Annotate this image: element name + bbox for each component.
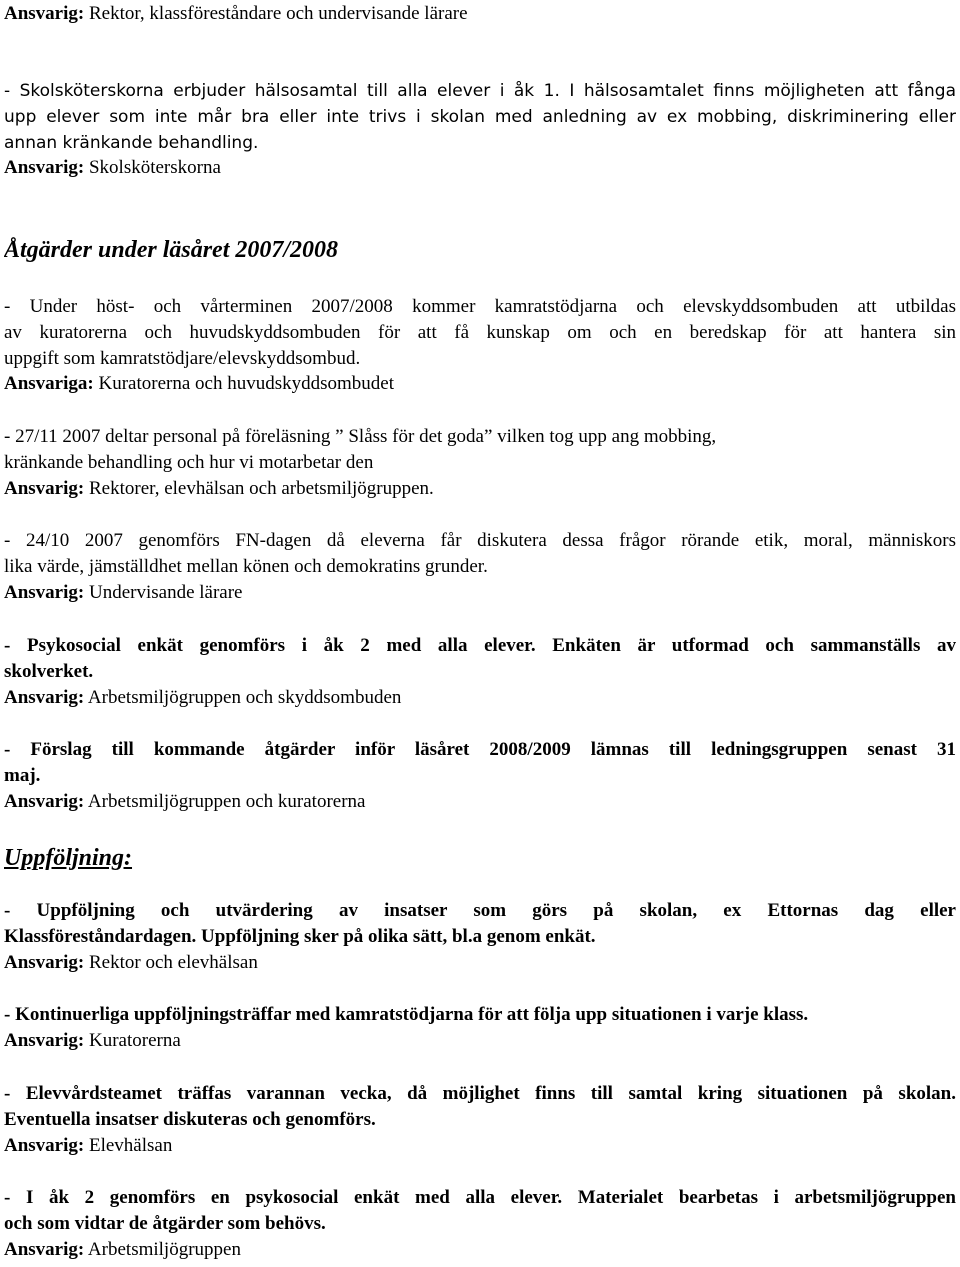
section-heading: Åtgärder under läsåret 2007/2008 — [4, 237, 339, 263]
responsible-value: Arbetsmiljögruppen och kuratorerna — [84, 791, 366, 812]
paragraph-line: Eventuella insatser diskuteras och genomförs. — [4, 1109, 376, 1130]
paragraph-line: upp elever som inte mår bra eller inte trivs i skolan med anledning av ex mobbing, diskriminering eller — [4, 107, 956, 127]
responsible-line — [4, 371, 956, 397]
responsible-label: Ansvarig: — [4, 687, 85, 708]
responsible-line — [4, 1, 956, 27]
paragraph-line: - Skolsköterskorna erbjuder hälsosamtal till alla elever i åk 1. I hälsosamtalet finns möjligheten att fånga — [4, 81, 956, 101]
paragraph-line: - Under höst- och vårterminen 2007/2008 kommer kamratstödjarna och elevskyddsombuden att utbildas — [4, 296, 956, 317]
responsible-label: Ansvarig: — [4, 478, 85, 499]
responsible-label: Ansvarig: — [4, 3, 85, 24]
responsible-line — [4, 1028, 956, 1054]
responsible-value: Rektor och elevhälsan — [84, 952, 258, 973]
responsible-value: Skolsköterskorna — [84, 157, 221, 178]
paragraph-line: kränkande behandling och hur vi motarbetar den — [4, 452, 374, 473]
responsible-line — [4, 155, 956, 181]
paragraph-line: - 24/10 2007 genomförs FN-dagen då eleverna får diskutera dessa frågor rörande etik, moral, människors — [4, 530, 956, 551]
responsible-label: Ansvarig: — [4, 582, 85, 603]
paragraph-line: - Elevvårdsteamet träffas varannan vecka, då möjlighet finns till samtal kring situationen på skolan. — [4, 1083, 956, 1104]
paragraph-line: maj. — [4, 765, 41, 786]
responsible-line — [4, 789, 956, 815]
paragraph-line: - 27/11 2007 deltar personal på föreläsning ” Slåss för det goda” vilken tog upp ang mobbing, — [4, 426, 717, 447]
responsible-label: Ansvarig: — [4, 157, 85, 178]
responsible-value: Arbetsmiljögruppen och skyddsombuden — [84, 687, 402, 708]
paragraph-line: - Kontinuerliga uppföljningsträffar med kamratstödjarna för att följa upp situationen i varje klass. — [4, 1004, 809, 1025]
responsible-value: Undervisande lärare — [84, 582, 243, 603]
responsible-line — [4, 950, 956, 976]
paragraph-line: lika värde, jämställdhet mellan könen och demokratins grunder. — [4, 556, 488, 577]
responsible-label: Ansvarig: — [4, 1135, 85, 1156]
responsible-value: Elevhälsan — [84, 1135, 173, 1156]
responsible-label: Ansvarig: — [4, 952, 85, 973]
paragraph-line: och som vidtar de åtgärder som behövs. — [4, 1213, 326, 1234]
responsible-value: Arbetsmiljögruppen — [84, 1239, 241, 1260]
responsible-value: Rektor, klassföreståndare och undervisande lärare — [84, 3, 468, 24]
paragraph-line: - Förslag till kommande åtgärder inför läsåret 2008/2009 lämnas till ledningsgruppen senast 31 — [4, 739, 956, 760]
responsible-label: Ansvarig: — [4, 791, 85, 812]
paragraph-line: Klassföreståndardagen. Uppföljning sker på olika sätt, bl.a genom enkät. — [4, 926, 596, 947]
responsible-label: Ansvariga: — [4, 373, 94, 394]
paragraph-line: - Uppföljning och utvärdering av insatser som görs på skolan, ex Ettornas dag eller — [4, 900, 956, 921]
responsible-label: Ansvarig: — [4, 1239, 85, 1260]
paragraph-line: skolverket. — [4, 661, 94, 682]
responsible-label: Ansvarig: — [4, 1030, 85, 1051]
responsible-value: Kuratorerna — [84, 1030, 181, 1051]
paragraph-line: av kuratorerna och huvudskyddsombuden för att få kunskap om och en beredskap för att hantera sin — [4, 322, 956, 343]
paragraph-line: uppgift som kamratstödjare/elevskyddsombud. — [4, 348, 361, 369]
responsible-line — [4, 580, 956, 606]
paragraph-line: - I åk 2 genomförs en psykosocial enkät med alla elever. Materialet bearbetas i arbetsmiljögruppen — [4, 1187, 956, 1208]
responsible-line — [4, 685, 956, 711]
paragraph-line: annan kränkande behandling. — [4, 133, 259, 153]
section-heading: Uppföljning: — [4, 845, 133, 871]
responsible-value: Rektorer, elevhälsan och arbetsmiljögruppen. — [84, 478, 434, 499]
responsible-value: Kuratorerna och huvudskyddsombudet — [93, 373, 394, 394]
paragraph-line: - Psykosocial enkät genomförs i åk 2 med alla elever. Enkäten är utformad och sammanställs av — [4, 635, 956, 656]
responsible-line — [4, 1133, 956, 1159]
responsible-line — [4, 1237, 956, 1263]
responsible-line — [4, 476, 956, 502]
